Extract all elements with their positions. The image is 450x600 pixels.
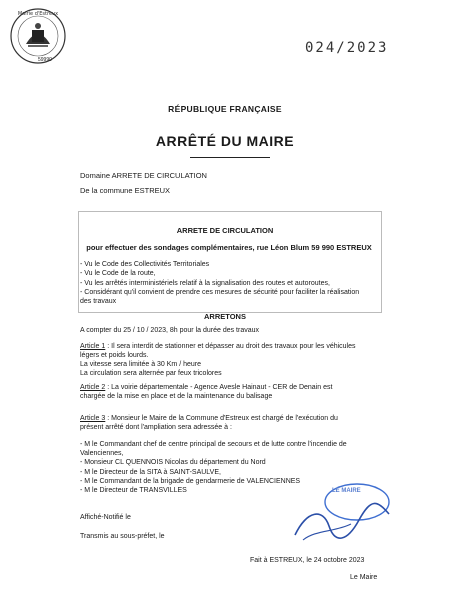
arretons-heading: ARRETONS — [204, 312, 246, 321]
box-subject: pour effectuer des sondages complémentaires, rue Léon Blum 59 990 ESTREUX — [86, 243, 372, 252]
article-3-label: Article 3 — [80, 415, 106, 422]
considerations-list — [80, 260, 380, 306]
consideration-line: - Vu le Code de la route, — [80, 270, 156, 278]
domaine-line: Domaine ARRETE DE CIRCULATION — [80, 171, 207, 180]
reference-number: 024/2023 — [305, 40, 389, 56]
recipient-line: - M le Directeur de la SITA à SAINT-SAULVE, — [80, 468, 221, 476]
recipient-line: - M le Commandant chef de centre principal de secours et de lutte contre l'incendie de — [80, 441, 347, 448]
article-1-line: La circulation sera alternée par feux tricolores — [80, 370, 222, 377]
republic-heading: RÉPUBLIQUE FRANÇAISE — [168, 104, 282, 114]
article-2-line: : La voirie départementale - Agence Avesle Hainaut - CER de Denain est — [107, 384, 333, 391]
consideration-line: - Vu les arrêtés interministériels relatif à la signalisation des routes et autoroutes, — [80, 279, 330, 287]
commune-line: De la commune ESTREUX — [80, 186, 171, 195]
signer-title: Le Maire — [350, 574, 378, 581]
box-title: ARRETE DE CIRCULATION — [176, 226, 274, 235]
article-2-line: chargée de la mise en place et de la maintenance du balisage — [80, 393, 273, 400]
transmis-sous-prefet: Transmis au sous-préfet, le — [80, 533, 165, 540]
article-1-line: : Il sera interdit de stationner et dépasser au droit des travaux pour les véhicules — [107, 343, 356, 350]
article-3 — [80, 414, 380, 432]
article-3-line: : Monsieur le Maire de la Commune d'Estreux est chargé de l'exécution du — [107, 415, 338, 422]
recipient-line: - Monsieur CL QUENNOIS Nicolas du département du Nord — [80, 459, 266, 467]
recipient-line: Valenciennes, — [80, 450, 124, 458]
seal-top-text: Mairie d'Estreux — [17, 11, 59, 17]
signature-place-date: Fait à ESTREUX, le 24 octobre 2023 — [250, 557, 365, 564]
stamp-text: LE MAIRE — [332, 488, 361, 494]
article-3-line: présent arrêté dont l'ampliation sera adressée à : — [80, 424, 232, 431]
consideration-line: - Considérant qu'il convient de prendre ces mesures de sécurité pour faciliter la réalisation — [80, 288, 360, 296]
start-date-line: A compter du 25 / 10 / 2023, 8h pour la durée des travaux — [80, 327, 260, 334]
document-title: ARRÊTÉ DU MAIRE — [155, 133, 295, 149]
article-1 — [80, 342, 380, 378]
article-1-line: La vitesse sera limitée à 30 Km / heure — [80, 361, 202, 368]
consideration-line: des travaux — [80, 298, 117, 306]
article-2-label: Article 2 — [80, 384, 106, 391]
seal-number: 59990 — [38, 57, 52, 63]
recipient-line: - M le Commandant de la brigade de gendarmerie de VALENCIENNES — [80, 477, 301, 485]
article-1-label: Article 1 — [80, 343, 106, 350]
affiche-notifie: Affiché-Notifié le — [80, 514, 131, 521]
consideration-line: - Vu le Code des Collectivités Territoriales — [80, 261, 210, 268]
article-1-line: légers et poids lourds. — [80, 352, 149, 359]
article-2 — [80, 383, 380, 401]
recipient-line: - M le Directeur de TRANSVILLES — [80, 487, 187, 495]
title-divider — [190, 157, 270, 158]
